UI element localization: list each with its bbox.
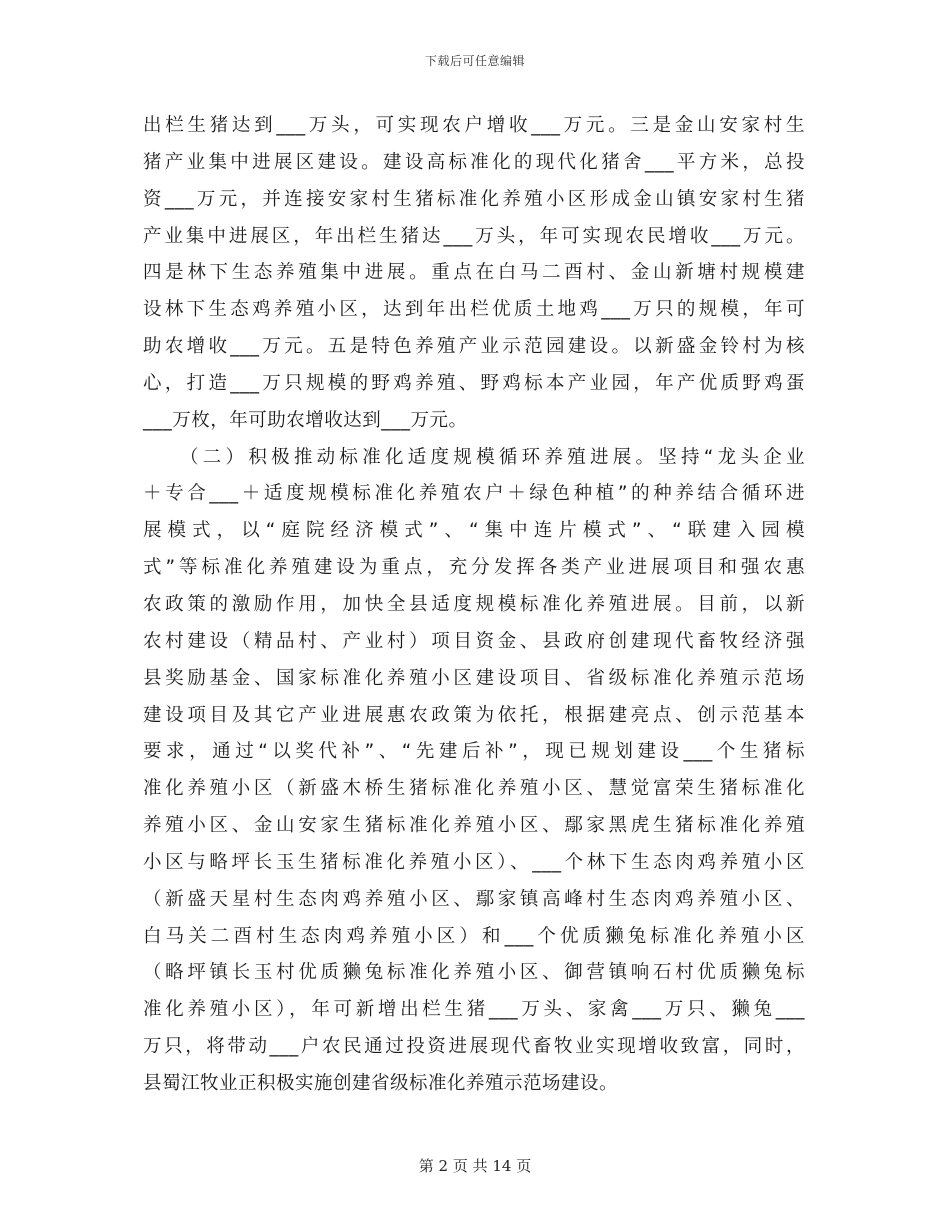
text-line: 心，打造___万只规模的野鸡养殖、野鸡标本产业园，年产优质野鸡蛋 (143, 372, 805, 394)
text-line: 农政策的激励作用，加快全县适度规模标准化养殖进展。目前，以新 (143, 593, 805, 615)
document-body (143, 108, 805, 1103)
text-line: 展模式，以“庭院经济模式”、“集中连片模式”、“联建入园模 (143, 520, 805, 542)
text-line: 准化养殖小区（新盛木桥生猪标准化养殖小区、慧觉富荣生猪标准化 (143, 778, 805, 800)
page-header-note: 下载后可任意编辑 (424, 54, 525, 68)
text-line: 农村建设（精品村、产业村）项目资金、县政府创建现代畜牧经济强 (143, 630, 805, 652)
text-line: （新盛天星村生态肉鸡养殖小区、鄢家镇高峰村生态肉鸡养殖小区、 (143, 888, 805, 910)
text-line: 式”等标准化养殖建设为重点，充分发挥各类产业进展项目和强农惠 (143, 557, 805, 579)
text-line: 要求，通过“以奖代补”、“先建后补”，现已规划建设___个生猪标 (143, 741, 805, 763)
text-line: 四是林下生态养殖集中进展。重点在白马二酉村、金山新塘村规模建 (143, 262, 805, 284)
text-line: 猪产业集中进展区建设。建设高标准化的现代化猪舍___平方米，总投 (143, 151, 805, 173)
text-line: 出栏生猪达到___万头，可实现农户增收___万元。三是金山安家村生 (143, 115, 805, 136)
text-line: 白马关二酉村生态肉鸡养殖小区）和___个优质獭兔标准化养殖小区 (143, 925, 805, 947)
text-line: 建设项目及其它产业进展惠农政策为依托，根据建亮点、创示范基本 (143, 704, 805, 726)
text-line: 产业集中进展区，年出栏生猪达___万头，年可实现农民增收___万元。 (143, 225, 805, 247)
text-line: 资___万元，并连接安家村生猪标准化养殖小区形成金山镇安家村生猪 (143, 188, 805, 210)
text-line-paragraph-start: （二）积极推动标准化适度规模循环养殖进展。坚持“龙头企业 (180, 446, 805, 468)
text-line: 准化养殖小区），年可新增出栏生猪___万头、家禽___万只、獭兔___ (143, 999, 805, 1021)
text-line: 县蜀江牧业正积极实施创建省级标准化养殖示范场建设。 (143, 1072, 619, 1094)
text-line: 县奖励基金、国家标准化养殖小区建设项目、省级标准化养殖示范场 (143, 667, 805, 689)
text-line: ＋专合___＋适度规模标准化养殖农户＋绿色种植”的种养结合循环进 (143, 483, 805, 505)
text-line: 设林下生态鸡养殖小区，达到年出栏优质土地鸡___万只的规模，年可 (143, 299, 805, 321)
text-line: ___万枚，年可助农增收达到___万元。 (143, 409, 468, 431)
text-line: （略坪镇长玉村优质獭兔标准化养殖小区、御营镇响石村优质獭兔标 (143, 962, 805, 984)
text-line: 小区与略坪长玉生猪标准化养殖小区）、___个林下生态肉鸡养殖小区 (143, 851, 805, 873)
page-number: 第 2 页 共 14 页 (418, 1157, 532, 1175)
text-line: 助农增收___万元。五是特色养殖产业示范园建设。以新盛金铃村为核 (143, 336, 805, 358)
text-line: 养殖小区、金山安家生猪标准化养殖小区、鄢家黑虎生猪标准化养殖 (143, 815, 805, 837)
text-line: 万只，将带动___户农民通过投资进展现代畜牧业实现增收致富，同时， (143, 1036, 805, 1058)
